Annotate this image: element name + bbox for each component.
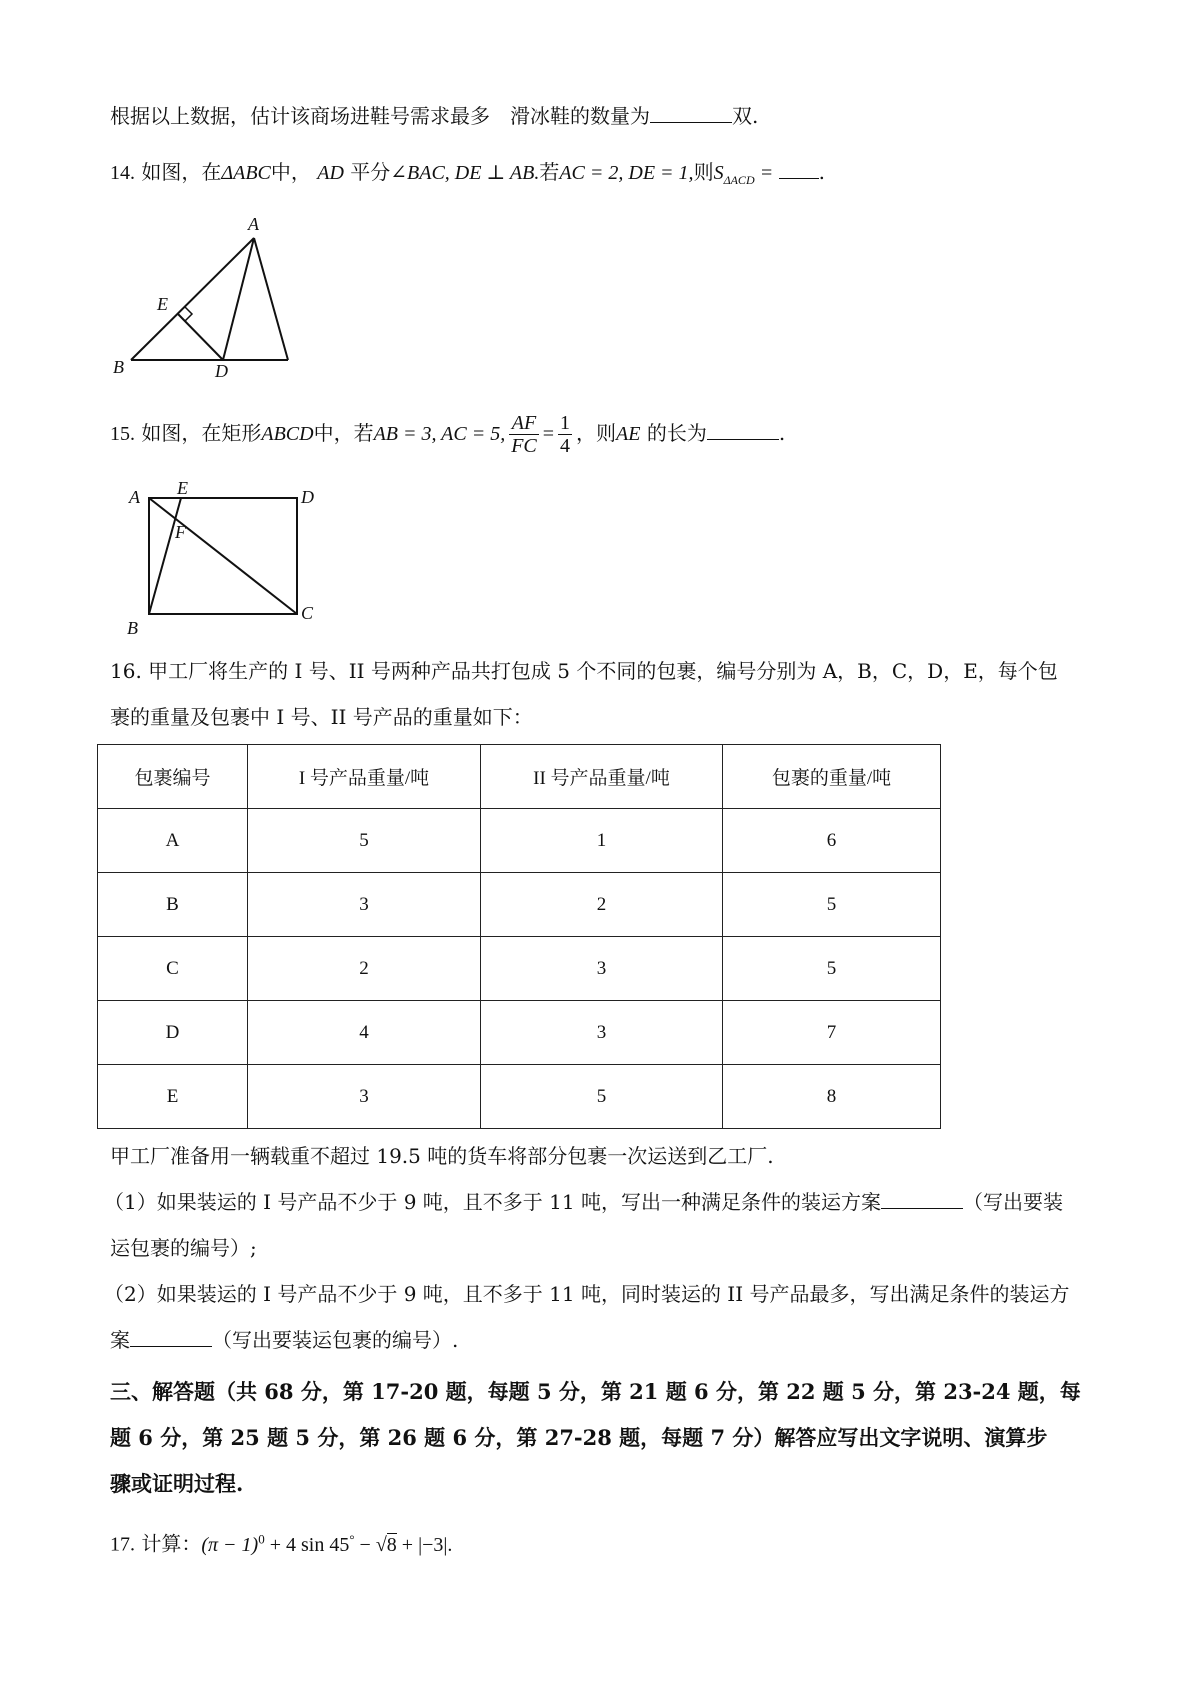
table-cell: 4: [248, 1001, 481, 1065]
q17-deg: °: [349, 1531, 355, 1546]
q17-exp0: 0: [258, 1531, 265, 1546]
q15-cond: AB = 3, AC = 5,: [373, 423, 506, 445]
answer-blank: [650, 102, 732, 123]
q14-angle: ∠BAC, DE ⊥ AB.: [390, 162, 540, 184]
q16-part2: （2）如果装运的 I 号产品不少于 9 吨，且不多于 11 吨，同时装运的 II 号产品最多，写出满足条件的装运方: [104, 1282, 1070, 1306]
q14-answer-blank: [779, 158, 819, 179]
q14-segment-de: [178, 314, 223, 360]
q15-figure: [115, 478, 325, 636]
q16-after: 甲工厂准备用一辆载重不超过 19.5 吨的货车将部分包裹一次运送到乙工厂.: [110, 1144, 774, 1168]
table-cell: 3: [481, 1001, 723, 1065]
q14-label-a: A: [248, 214, 259, 234]
q15-val-num: 1: [560, 412, 571, 434]
q15-label-f: F: [175, 522, 186, 542]
q14-text: [110, 157, 1100, 195]
table-cell: E: [98, 1065, 248, 1129]
table-cell: 5: [723, 937, 941, 1001]
table-row: [98, 1065, 941, 1129]
table-cell: 7: [723, 1001, 941, 1065]
q15-segment-be: [149, 498, 181, 614]
package-table: [97, 744, 941, 1129]
q17-tail: .: [447, 1533, 453, 1556]
table-cell: C: [98, 937, 248, 1001]
q17-expression: [201, 1531, 453, 1556]
table-cell: B: [98, 873, 248, 937]
q15-frac-num: AF: [509, 412, 539, 435]
q14-triangle: ΔABC: [221, 162, 271, 184]
table-header-cell: 包裹的重量/吨: [723, 745, 941, 809]
q16-line2: 裹的重量及包裹中 I 号、II 号产品的重量如下：: [110, 705, 533, 729]
q15-fraction-af-fc: [509, 412, 539, 457]
q16-part1-note: （写出要装: [962, 1190, 1063, 1214]
table-row: [98, 1001, 941, 1065]
table-cell: 2: [481, 873, 723, 937]
q14-segment-ba: [131, 238, 254, 360]
q15-tail: .: [778, 421, 786, 445]
table-header-cell: 包裹编号: [98, 745, 248, 809]
q14-number: 14.: [110, 162, 135, 184]
q14-label-b: B: [113, 357, 124, 377]
q17-expr4: +: [396, 1533, 419, 1556]
q15-label-c: C: [301, 603, 314, 623]
q15-label-e: E: [177, 478, 188, 498]
q17-text: [110, 1524, 1100, 1560]
q15-label-b: B: [127, 618, 138, 636]
q14-label-d: D: [215, 361, 228, 377]
q16-part1: [104, 1187, 1100, 1217]
q15-rect: ABCD: [261, 423, 314, 445]
q15-mid2: ，则: [576, 421, 617, 445]
q14-label-e: E: [157, 294, 168, 314]
table-cell: 5: [248, 809, 481, 873]
table-cell: 8: [723, 1065, 941, 1129]
q17-lead: 计算：: [141, 1531, 202, 1556]
section3-line1: 三、解答题（共 68 分，第 17-20 题，每题 5 分，第 21 题 6 分，第 22 题 5 分，第 23-24 题，每: [110, 1379, 1081, 1404]
table-cell: 3: [481, 937, 723, 1001]
table-header-row: [98, 745, 941, 809]
intro-line: [110, 101, 1100, 131]
table-row: [98, 937, 941, 1001]
intro-text: 根据以上数据，估计该商场进鞋号需求最多 滑冰鞋的数量为: [110, 104, 650, 128]
table-cell: 3: [248, 873, 481, 937]
q14-segment-ac: [254, 238, 288, 360]
intro-suffix: 双.: [732, 104, 759, 128]
q15-mid3: 的长为: [646, 421, 707, 445]
q15-eq: =: [542, 423, 555, 445]
q14-eq: =: [760, 162, 773, 184]
q14-area: S: [713, 162, 724, 184]
q14-cond: AC = 2, DE = 1,: [559, 162, 694, 184]
q16-part2-b: 案: [110, 1328, 130, 1352]
q15-label-a: A: [129, 487, 140, 507]
q16-part2-cont: [110, 1325, 1100, 1355]
q16-part2-note: （写出要装运包裹的编号）.: [212, 1328, 459, 1352]
q17-number: 17.: [110, 1533, 135, 1556]
q16-part2-blank: [130, 1326, 212, 1347]
table-cell: 5: [481, 1065, 723, 1129]
q16-part1-blank: [881, 1188, 963, 1209]
table-cell: 3: [248, 1065, 481, 1129]
q14-mid1: 中，: [270, 160, 311, 184]
q14-ad: AD: [317, 162, 344, 184]
q15-val-den: 4: [560, 435, 571, 457]
q16-part1-text: （1）如果装运的 I 号产品不少于 9 吨，且不多于 11 吨，写出一种满足条件的装运方案: [104, 1190, 881, 1214]
q15-lead: 如图，在矩形: [141, 421, 262, 445]
q14-mid3: 若: [539, 160, 560, 184]
q14-tail: .: [818, 160, 825, 184]
q17-expr1: (π − 1): [201, 1533, 259, 1556]
q15-frac-den: FC: [511, 435, 537, 457]
table-cell: A: [98, 809, 248, 873]
q14-mid4: 则: [693, 160, 714, 184]
table-cell: 2: [248, 937, 481, 1001]
q15-diagonal-ac: [149, 498, 297, 614]
q15-fraction-value: [558, 412, 572, 457]
table-header-cell: I 号产品重量/吨: [248, 745, 481, 809]
q16-line1: 16. 甲工厂将生产的 I 号、II 号两种产品共打包成 5 个不同的包裹，编号分别为 A，B，C，D，E，每个包: [110, 659, 1058, 683]
section3-line3: 骤或证明过程.: [110, 1471, 244, 1496]
q16-part1-cont: 运包裹的编号）;: [110, 1236, 257, 1260]
table-row: [98, 809, 941, 873]
q17-sqrt: √: [375, 1533, 387, 1556]
q15-answer-blank: [707, 419, 779, 440]
q14-segment-ad: [223, 238, 254, 360]
q15-ae: AE: [616, 423, 641, 445]
table-header-cell: II 号产品重量/吨: [481, 745, 723, 809]
q14-figure: [105, 205, 305, 377]
section3-line2: 题 6 分，第 25 题 5 分，第 26 题 6 分，第 27-28 题，每题 7 分）解答应写出文字说明、演算步: [110, 1425, 1048, 1450]
q14-lead: 如图，在: [141, 160, 222, 184]
q15-text: [110, 408, 1100, 459]
q15-label-d: D: [301, 487, 314, 507]
q14-mid2: 平分: [350, 160, 391, 184]
table-cell: 6: [723, 809, 941, 873]
table-cell: 1: [481, 809, 723, 873]
table-cell: D: [98, 1001, 248, 1065]
q14-area-sub: ΔACD: [723, 173, 755, 187]
table-cell: 5: [723, 873, 941, 937]
q17-expr2: + 4 sin 45: [264, 1533, 350, 1556]
q17-radicand: 8: [386, 1533, 397, 1556]
table-row: [98, 873, 941, 937]
q17-expr3: −: [354, 1533, 376, 1556]
q17-abs: |−3|: [418, 1533, 448, 1556]
q15-number: 15.: [110, 423, 135, 445]
q14-right-angle-mark: [185, 307, 192, 321]
q15-mid1: 中，若: [313, 421, 374, 445]
